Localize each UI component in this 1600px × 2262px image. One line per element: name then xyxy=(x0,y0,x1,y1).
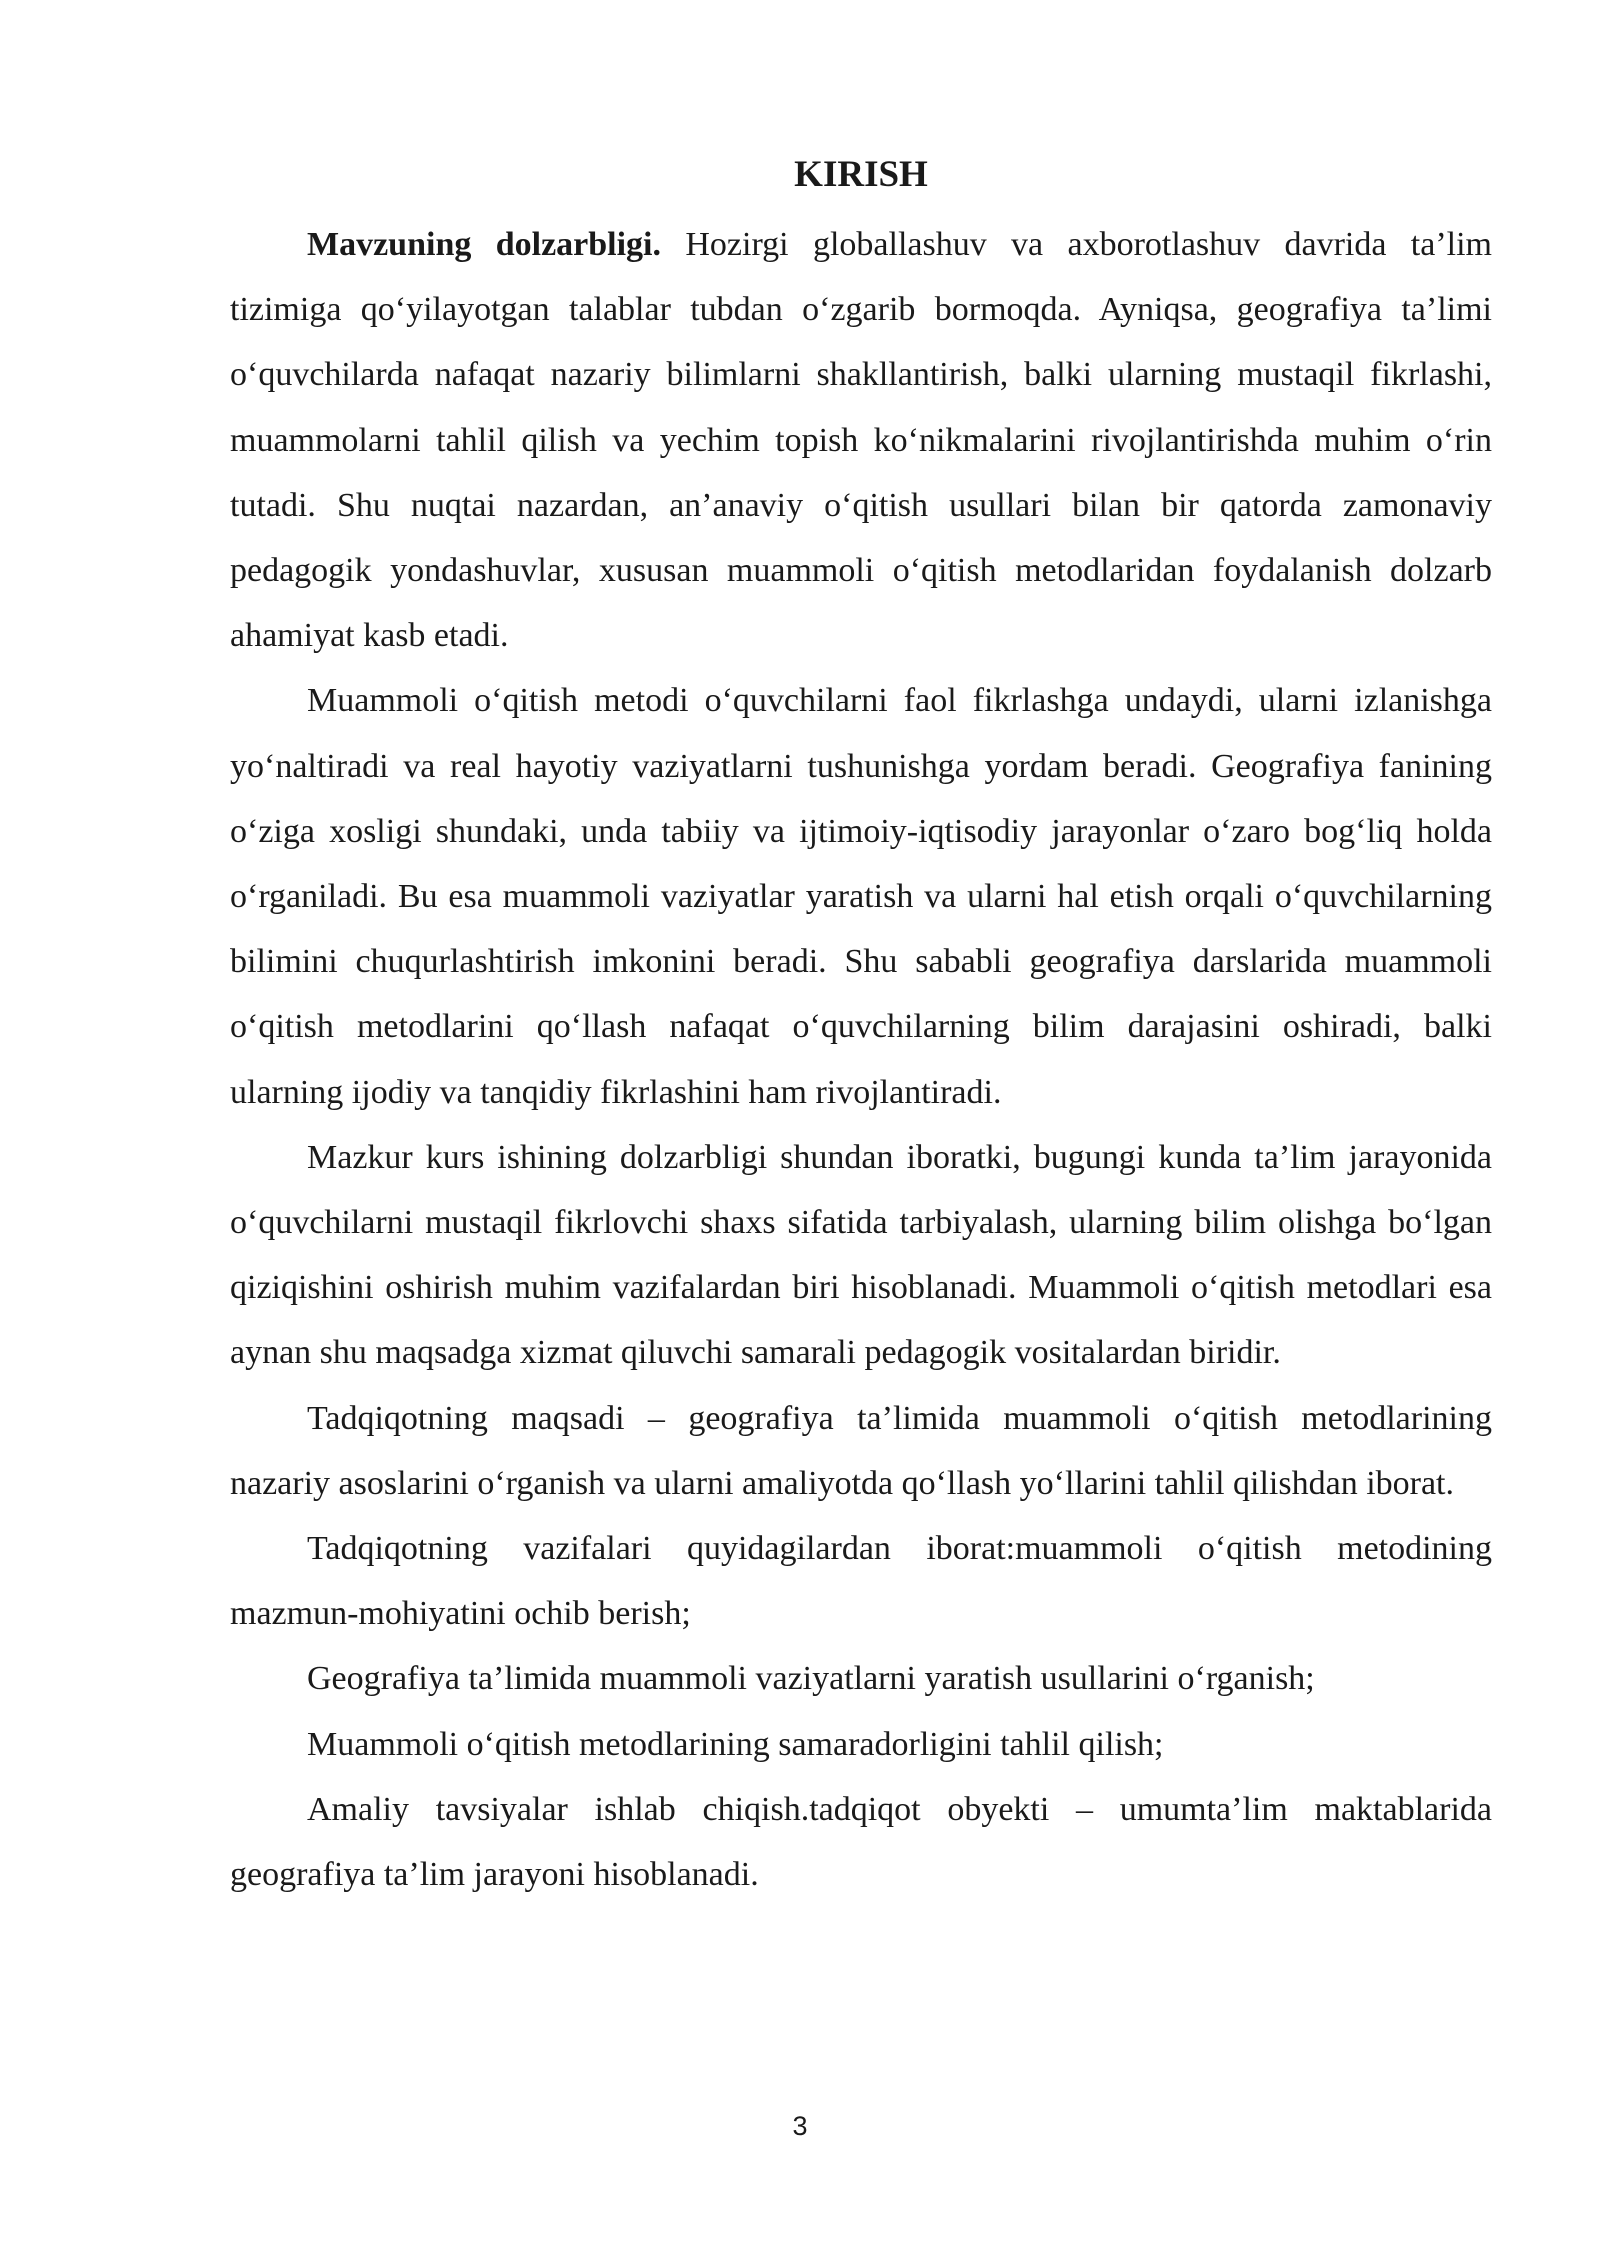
paragraph-problem-method: Muammoli o‘qitish metodi o‘quvchilarni faol fikrlashga undaydi, ularni izlanishga yo‘naltiradi va real hayotiy vaziyatlarni tushunishga yordam beradi. Geografiya fanining o‘ziga xosligi shundaki, unda tabiiy va ijtimoiy-iqtisodiy jarayonlar o‘zaro bog‘liq holda o‘rganiladi. Bu esa muammoli vaziyatlar yaratish va ularni hal etish orqali o‘quvchilarning bilimini chuqurlashtirish imkonini beradi. Shu sababli geografiya darslarida muammoli o‘qitish metodlarini qo‘llash nafaqat o‘quvchilarning bilim darajasini oshiradi, balki ularning ijodiy va tanqidiy fikrlashini ham rivojlantiradi. xyxy=(230,682,1492,1111)
paragraph-task-item: Amaliy tavsiyalar ishlab chiqish.tadqiqot obyekti – umumta’lim maktablarida geografiya ta’lim jarayoni hisoblanadi. xyxy=(230,1790,1492,1894)
paragraph-lead: Mavzuning dolzarbligi. xyxy=(307,226,661,263)
paragraph-course-relevance: Mazkur kurs ishining dolzarbligi shundan iboratki, bugungi kunda ta’lim jarayonida o‘quvchilarni mustaqil fikrlovchi shaxs sifatida tarbiyalash, ularning bilim olishga bo‘lgan qiziqishini oshirish muhim vazifalardan biri hisoblanadi. Muammoli o‘qitish metodlari esa aynan shu maqsadga xizmat qiluvchi samarali pedagogik vositalardan biridir. xyxy=(230,1138,1492,1372)
paragraph-text: Hozirgi globallashuv va axborotlashuv davrida ta’lim tizimiga qo‘yilayotgan talablar tubdan o‘zgarib bormoqda. Ayniqsa, geografiya ta’limi o‘quvchilarda nafaqat nazariy bilimlarni shakllantirish, balki ularning mustaqil fikrlashi, muammolarni tahlil qilish va yechim topish ko‘nikmalarini rivojlantirishda muhim o‘rin tutadi. Shu nuqtai nazardan, an’anaviy o‘qitish usullari bilan bir qatorda zamonaviy pedagogik yondashuvlar, xususan muammoli o‘qitish metodlaridan foydalanish dolzarb ahamiyat kasb etadi. xyxy=(230,226,1492,655)
paragraph-relevance xyxy=(230,212,1492,668)
page-number: 3 xyxy=(792,2111,808,2141)
document-page xyxy=(230,150,1492,1907)
paragraph-task-item: Geografiya ta’limida muammoli vaziyatlarni yaratish usullarini o‘rganish; xyxy=(307,1660,1315,1698)
page-title: KIRISH xyxy=(794,154,928,195)
paragraph-research-tasks: Tadqiqotning vazifalari quyidagilardan iborat:muammoli o‘qitish metodining mazmun-mohiyatini ochib berish; xyxy=(230,1530,1492,1633)
paragraph-research-goal: Tadqiqotning maqsadi – geografiya ta’limida muammoli o‘qitish metodlarining nazariy asoslarini o‘rganish va ularni amaliyotda qo‘llash yo‘llarini tahlil qilishdan iborat. xyxy=(230,1399,1492,1502)
paragraph-task-item: Muammoli o‘qitish metodlarining samaradorligini tahlil qilish; xyxy=(307,1725,1164,1763)
